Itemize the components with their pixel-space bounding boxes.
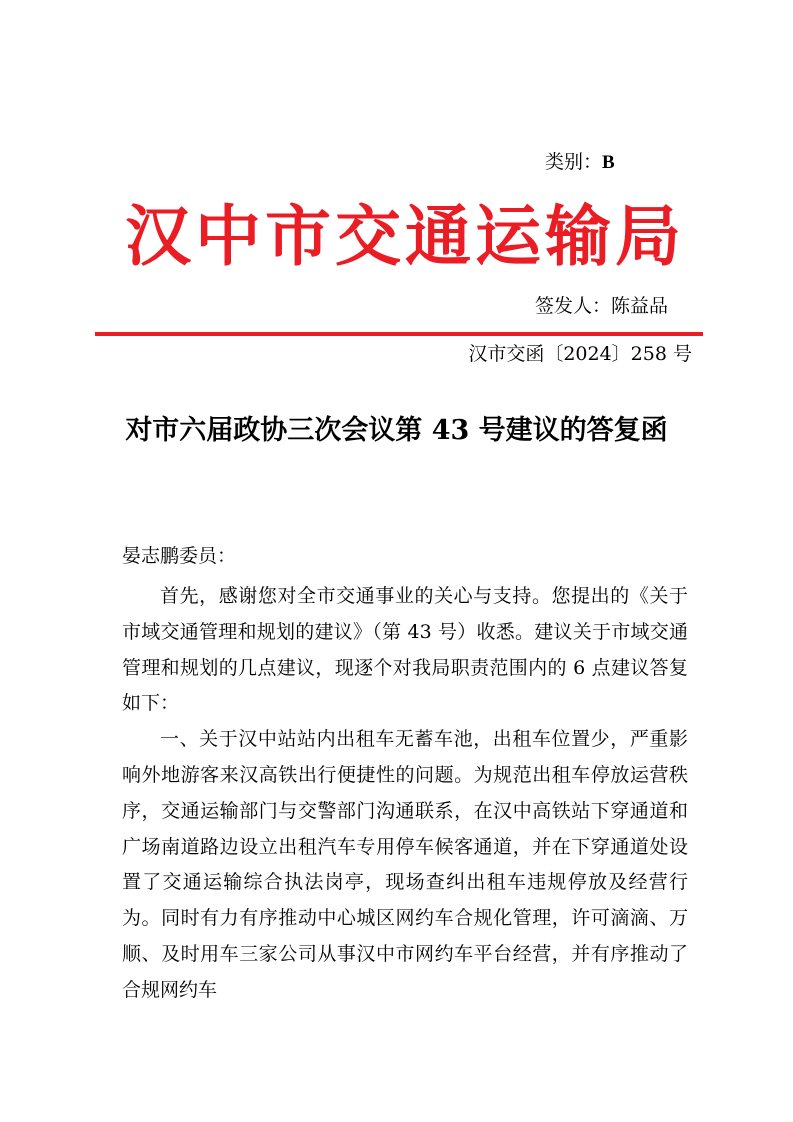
body-paragraph-item-one: 一、关于汉中站站内出租车无蓄车池，出租车位置少，严重影响外地游客来汉高铁出行便捷性的问题。为规范出租车停放运营秩序，交通运输部门与交警部门沟通联系，在汉中高铁站下穿通道和广场南道路边设立出租汽车专用停车候客通道，并在下穿通道处设置了交通运输综合执法岗亭，现场查纠出租车违规停放及经营行为。同时有力有序推动中心城区网约车合规化管理，许可滴滴、万顺、及时用车三家公司从事汉中市网约车平台经营，并有序推动了合规网约车 — [122, 728, 688, 1001]
salutation: 晏志鹏委员： — [122, 545, 237, 567]
red-divider-line — [95, 332, 703, 336]
agency-name-header: 汉中市交通运输局 — [125, 197, 685, 275]
document-title: 对市六届政协三次会议第 43 号建议的答复函 — [125, 415, 668, 446]
category-line — [545, 149, 685, 176]
document-number: 汉市交函〔2024〕258 号 — [468, 343, 692, 365]
signer-line: 签发人：陈益品 — [535, 295, 669, 317]
category-value: B — [602, 152, 615, 173]
category-label: 类别： — [545, 151, 603, 173]
body-paragraph-intro: 首先，感谢您对全市交通事业的关心与支持。您提出的《关于市域交通管理和规划的建议》（第 43 号）收悉。建议关于市域交通管理和规划的几点建议，现逐个对我局职责范围内的 6 点建议答复如下： — [122, 585, 688, 715]
document-body — [122, 579, 688, 1009]
